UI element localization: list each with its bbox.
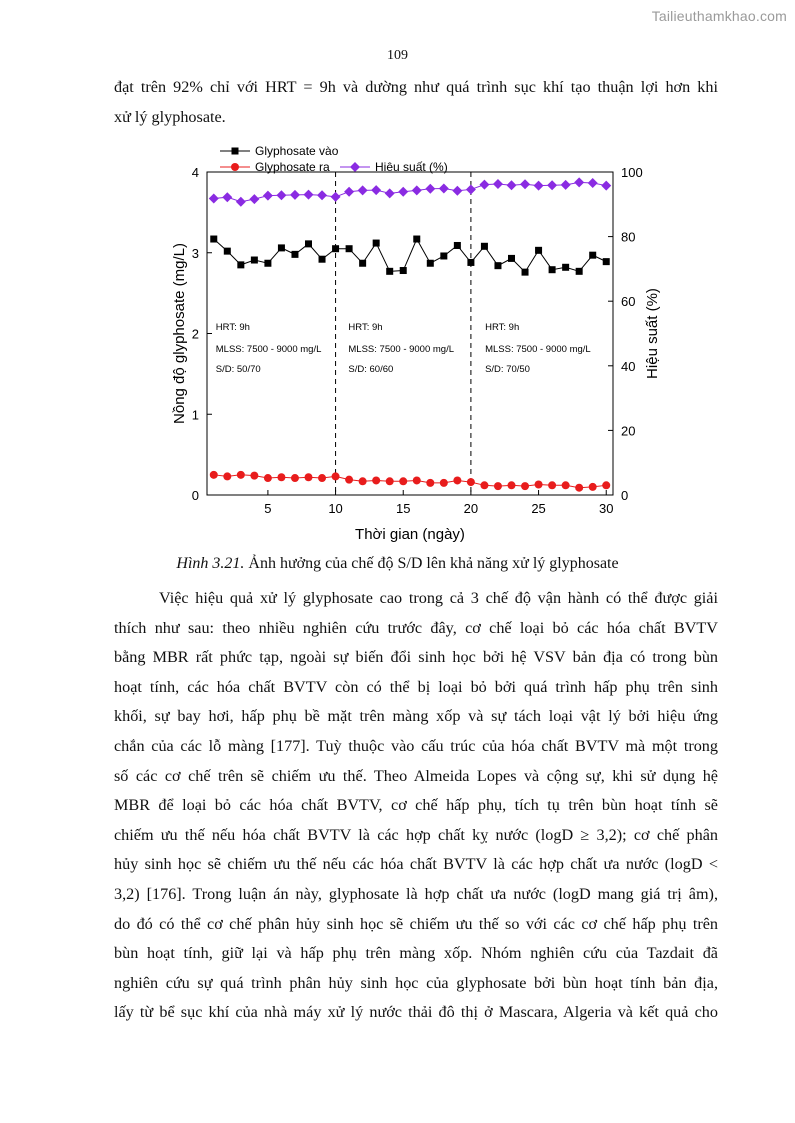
data-point bbox=[236, 197, 246, 207]
watermark: Tailieuthamkhao.com bbox=[651, 8, 787, 24]
data-point bbox=[249, 194, 259, 204]
period-annotation: MLSS: 7500 - 9000 mg/L bbox=[215, 344, 322, 355]
data-point bbox=[304, 190, 314, 200]
data-point bbox=[319, 256, 326, 263]
data-point bbox=[535, 481, 543, 489]
data-point bbox=[425, 184, 435, 194]
data-point bbox=[358, 185, 368, 195]
text-line: lấy từ bể sục khí của nhà máy xử lý nước thải đô thị ở Mascara, Algeria và kết quả cho bbox=[114, 1003, 718, 1022]
data-point bbox=[603, 258, 610, 265]
period-annotation: HRT: 9h bbox=[485, 322, 520, 333]
data-point bbox=[399, 477, 407, 485]
data-point bbox=[371, 185, 381, 195]
page-number: 109 bbox=[387, 48, 408, 63]
text-line: hủy sinh học sẽ chiếm ưu thế nếu các hóa chất BVTV là các hợp chất ưa nước (logD < bbox=[114, 855, 718, 874]
data-point bbox=[602, 481, 610, 489]
y2-tick-label: 0 bbox=[621, 488, 629, 503]
data-point bbox=[346, 245, 353, 252]
text-line: hoạt tính, các hóa chất BVTV còn có thể bị loại bỏ bởi quá trình hấp phụ trên sinh bbox=[114, 677, 718, 696]
data-point bbox=[318, 474, 326, 482]
data-point bbox=[535, 247, 542, 254]
data-point bbox=[520, 179, 530, 189]
data-point bbox=[589, 252, 596, 259]
y2-tick-label: 20 bbox=[621, 423, 636, 439]
data-point bbox=[522, 269, 529, 276]
data-point bbox=[400, 267, 407, 274]
text-line: nghiên cứu sự quá trình phân hủy sinh học của glyphosate bởi bùn hoạt tính bản địa, bbox=[114, 973, 718, 992]
data-point bbox=[331, 192, 341, 202]
data-point bbox=[237, 261, 244, 268]
period-annotation: S/D: 70/50 bbox=[485, 364, 530, 375]
data-point bbox=[359, 477, 367, 485]
data-point bbox=[494, 482, 502, 490]
data-point bbox=[305, 473, 313, 481]
data-point bbox=[386, 477, 394, 485]
y-tick-label: 2 bbox=[191, 326, 199, 342]
x-tick-label: 20 bbox=[463, 501, 479, 516]
x-tick-label: 15 bbox=[395, 501, 411, 516]
text-line: bùn hoạt tính, giữ lại và hấp phụ trên màng xốp. Nhóm nghiên cứu của Tazdait đã bbox=[114, 944, 718, 963]
legend-label: Hiệu suất (%) bbox=[375, 160, 448, 174]
y-tick-label: 3 bbox=[191, 245, 199, 261]
text-line: bằng MBR rất phức tạp, ngoài sự biến đổi sinh học bởi hệ VSV bản địa có trong bùn bbox=[114, 648, 718, 667]
data-point bbox=[276, 190, 286, 200]
data-point bbox=[344, 187, 354, 197]
data-point bbox=[601, 181, 611, 191]
data-point bbox=[263, 191, 273, 201]
data-point bbox=[237, 471, 245, 479]
x-axis-label: Thời gian (ngày) bbox=[355, 526, 465, 543]
data-point bbox=[454, 242, 461, 249]
data-point bbox=[317, 190, 327, 200]
y-tick-label: 0 bbox=[191, 488, 199, 503]
data-point bbox=[250, 472, 258, 480]
data-point bbox=[440, 252, 447, 259]
data-point bbox=[575, 484, 583, 492]
data-point bbox=[508, 481, 516, 489]
data-point bbox=[398, 187, 408, 197]
y-axis-label: Nồng độ glyphosate (mg/L) bbox=[171, 243, 188, 424]
data-point bbox=[481, 243, 488, 250]
data-point bbox=[224, 248, 231, 255]
data-point bbox=[480, 481, 488, 489]
text-line: 3,2) [176]. Trong luận án này, glyphosate là hợp chất ưa nước (logD mang giá trị âm), bbox=[114, 884, 718, 903]
data-point bbox=[251, 257, 258, 264]
text-line: số các cơ chế trên sẽ chiếm ưu thế. Theo Almeida Lopes và cộng sự, khi sử dụng hệ bbox=[114, 766, 718, 785]
data-point bbox=[589, 483, 597, 491]
data-point bbox=[209, 193, 219, 203]
data-point bbox=[413, 476, 421, 484]
data-point bbox=[386, 268, 393, 275]
period-annotation: HRT: 9h bbox=[215, 322, 250, 333]
chart-svg bbox=[160, 138, 661, 550]
data-point bbox=[494, 262, 501, 269]
data-point bbox=[332, 472, 340, 480]
data-point bbox=[439, 183, 449, 193]
data-point bbox=[507, 180, 517, 190]
text-line: đạt trên 92% chỉ với HRT = 9h và dường như quá trình sục khí tạo thuận lợi hơn khi bbox=[114, 78, 718, 96]
data-point bbox=[534, 181, 544, 191]
data-point bbox=[278, 244, 285, 251]
data-point bbox=[562, 264, 569, 271]
text-line: MBR để loại bỏ các hóa chất BVTV, cơ chế hấp phụ, tích tụ trên bùn hoạt tính sẽ bbox=[114, 796, 718, 815]
figure-caption-text: Ảnh hưởng của chế độ S/D lên khả năng xử lý glyphosate bbox=[244, 555, 619, 572]
data-point bbox=[440, 479, 448, 487]
data-point bbox=[291, 474, 299, 482]
data-point bbox=[548, 481, 556, 489]
data-point bbox=[427, 260, 434, 267]
data-point bbox=[574, 177, 584, 187]
data-point bbox=[479, 180, 489, 190]
data-point bbox=[493, 179, 503, 189]
data-point bbox=[466, 184, 476, 194]
text-line: chiếm ưu thế nếu hóa chất BVTV là các hợp chất kỵ nước (logD ≥ 3,2); cơ chế phân bbox=[114, 825, 718, 844]
data-point bbox=[562, 481, 570, 489]
data-point bbox=[332, 245, 339, 252]
legend-label: Glyphosate vào bbox=[255, 144, 339, 158]
data-point bbox=[561, 180, 571, 190]
series-line bbox=[214, 239, 606, 272]
data-point bbox=[305, 240, 312, 247]
period-annotation: HRT: 9h bbox=[348, 322, 383, 333]
y-tick-label: 4 bbox=[191, 165, 199, 180]
data-point bbox=[576, 268, 583, 275]
data-point bbox=[385, 188, 395, 198]
data-point bbox=[223, 472, 231, 480]
data-point bbox=[588, 178, 598, 188]
data-point bbox=[508, 255, 515, 262]
data-point bbox=[345, 476, 353, 484]
legend-label: Glyphosate ra bbox=[255, 160, 330, 174]
period-annotation: MLSS: 7500 - 9000 mg/L bbox=[485, 344, 591, 355]
plot-frame bbox=[207, 172, 613, 495]
data-point bbox=[521, 482, 529, 490]
figure-chart bbox=[160, 138, 661, 550]
data-point bbox=[453, 476, 461, 484]
data-point bbox=[467, 478, 475, 486]
text-line: thích như sau: theo nhiều nghiên cứu trước đây, cơ chế loại bỏ các hóa chất BVTV bbox=[114, 618, 718, 637]
data-point bbox=[210, 236, 217, 243]
text-line: Việc hiệu quả xử lý glyphosate cao trong cả 3 chế độ vận hành có thể được giải bbox=[159, 589, 718, 607]
legend-marker bbox=[231, 163, 239, 171]
text-line: khối, sự bay hơi, hấp phụ bề mặt trên màng xốp và sự tách loại vật lý bởi hiệu ứng bbox=[114, 707, 718, 726]
x-tick-label: 10 bbox=[328, 501, 343, 516]
main-paragraph bbox=[114, 584, 718, 1028]
y2-tick-label: 100 bbox=[621, 165, 643, 180]
data-point bbox=[264, 260, 271, 267]
period-annotation: S/D: 60/60 bbox=[348, 364, 394, 375]
text-line: do đó có thể cơ chế phân hủy sinh học sẽ chiếm ưu thế so với các cơ chế hấp phụ trên bbox=[114, 914, 718, 933]
data-point bbox=[359, 260, 366, 267]
data-point bbox=[290, 190, 300, 200]
data-point bbox=[547, 180, 557, 190]
legend-marker bbox=[350, 162, 360, 172]
y-tick-label: 1 bbox=[191, 407, 199, 423]
data-point bbox=[210, 471, 218, 479]
data-point bbox=[222, 192, 232, 202]
y2-tick-label: 60 bbox=[621, 294, 636, 310]
data-point bbox=[467, 259, 474, 266]
period-annotation: S/D: 50/70 bbox=[215, 364, 261, 375]
figure-number: Hình 3.21. bbox=[176, 555, 245, 572]
text-line: xử lý glyphosate. bbox=[114, 107, 226, 126]
data-point bbox=[264, 474, 272, 482]
data-point bbox=[291, 251, 298, 258]
y2-tick-label: 80 bbox=[621, 229, 636, 245]
period-annotation: MLSS: 7500 - 9000 mg/L bbox=[348, 344, 455, 355]
top-paragraph bbox=[114, 73, 718, 132]
data-point bbox=[277, 473, 285, 481]
data-point bbox=[452, 186, 462, 196]
data-point bbox=[549, 266, 556, 273]
text-line: chắn của các lỗ màng [177]. Tuỳ thuộc vào cấu trúc của hóa chất BVTV mà một trong bbox=[114, 736, 718, 755]
data-point bbox=[373, 240, 380, 247]
x-tick-label: 30 bbox=[598, 501, 614, 516]
data-point bbox=[426, 479, 434, 487]
x-tick-label: 5 bbox=[264, 501, 272, 516]
y2-axis-label: Hiệu suất (%) bbox=[644, 288, 661, 379]
data-point bbox=[372, 476, 380, 484]
y2-tick-label: 40 bbox=[621, 358, 636, 374]
legend-marker bbox=[232, 148, 239, 155]
figure-caption bbox=[0, 555, 795, 573]
data-point bbox=[413, 236, 420, 243]
data-point bbox=[412, 185, 422, 195]
x-tick-label: 25 bbox=[531, 501, 546, 516]
series-line bbox=[214, 475, 606, 488]
